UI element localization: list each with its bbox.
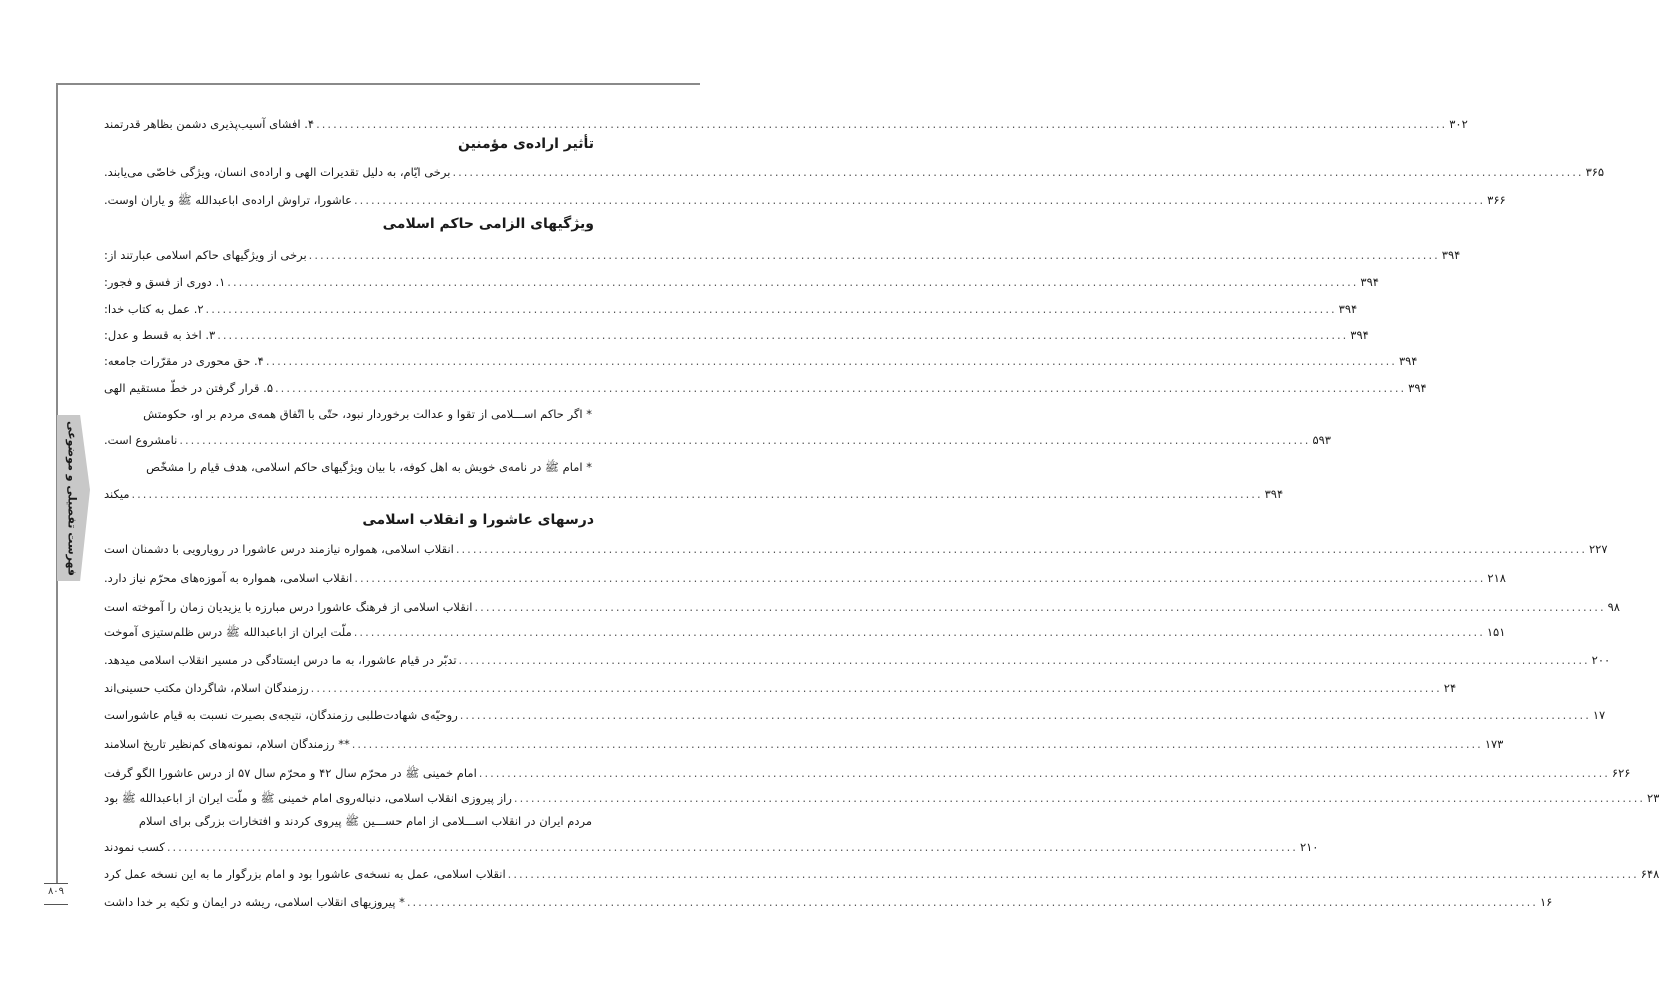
entry-text: برخی از ویژگیهای حاکم اسلامی عبارتند از: bbox=[104, 248, 307, 262]
index-entry bbox=[104, 653, 1611, 673]
entry-page-number: ۳۹۴ bbox=[1398, 354, 1418, 368]
dot-leader: ........................................................................................................................................................................................................ bbox=[308, 248, 1440, 262]
entry-text: تدبّر در قیام عاشورا، به ما درس ایستادگی در مسیر انقلاب اسلامی میدهد. bbox=[104, 653, 457, 667]
dot-leader: ........................................................................................................................................................................................................ bbox=[459, 708, 1591, 722]
index-entry bbox=[104, 708, 1606, 728]
index-entry bbox=[104, 193, 1506, 213]
index-entry bbox=[104, 328, 1369, 348]
dot-leader: ........................................................................................................................................................................................................ bbox=[354, 571, 1486, 585]
side-tab-label: فهرست تفصیلی و موضوعی bbox=[65, 420, 79, 576]
entry-text: رزمندگان اسلام، شاگردان مکتب حسینی‌اند bbox=[104, 681, 309, 695]
dot-leader: ........................................................................................................................................................................................................ bbox=[179, 433, 1311, 447]
entry-page-number: ۳۶۶ bbox=[1487, 193, 1506, 207]
entry-page-number: ۳۹۴ bbox=[1360, 275, 1379, 289]
dot-leader: ........................................................................................................................................................................................................ bbox=[455, 542, 1587, 556]
entry-page-number: ۱۵۱ bbox=[1486, 625, 1506, 639]
index-entry bbox=[104, 354, 1418, 374]
index-entry bbox=[104, 433, 1331, 453]
index-entry bbox=[104, 681, 1457, 701]
index-entry bbox=[104, 542, 1608, 562]
entry-text: راز پیروزی انقلاب اسلامی، دنباله‌روی امام خمینی ﷺ و ملّت ایران از اباعبدالله ﷺ بود bbox=[104, 791, 512, 805]
entry-text: ۳. اخذ به قسط و عدل: bbox=[104, 328, 216, 342]
entry-page-number: ۶۴۸ bbox=[1640, 867, 1659, 881]
index-entry bbox=[104, 381, 1427, 401]
dot-leader: ........................................................................................................................................................................................................ bbox=[131, 487, 1263, 501]
entry-text: انقلاب اسلامی، عمل به نسخه‌ی عاشورا بود و امام بزرگوار ما به این نسخه عمل کرد bbox=[104, 867, 506, 881]
entry-text: ۱. دوری از فسق و فجور: bbox=[104, 275, 226, 289]
dot-leader: ........................................................................................................................................................................................................ bbox=[310, 681, 1442, 695]
entry-text: میکند bbox=[104, 487, 130, 501]
entry-text: ۴. افشای آسیب‌پذیری دشمن بظاهر قدرتمند bbox=[104, 117, 315, 131]
index-entry-line: * اگر حاکم اســـلامی از تقوا و عدالت برخوردار نبود، حتّی با اتّفاق همه‌ی مردم بر او، حکومتش bbox=[143, 407, 592, 421]
entry-text: ۴. حق محوری در مقرّرات جامعه: bbox=[104, 354, 264, 368]
entry-text: ** رزمندگان اسلام، نمونه‌های کم‌نظیر تاریخ اسلامند bbox=[104, 737, 350, 751]
section-heading: درسهای عاشورا و انقلاب اسلامی bbox=[362, 512, 594, 528]
index-entry bbox=[104, 791, 1659, 811]
section-heading: ویژگیهای الزامی حاکم اسلامی bbox=[382, 216, 594, 232]
entry-text: ۵. قرار گرفتن در خطّ مستقیم الهی bbox=[104, 381, 274, 395]
entry-page-number: ۱۷ bbox=[1592, 708, 1606, 722]
entry-page-number: ۳۹۴ bbox=[1350, 328, 1369, 342]
index-entry bbox=[104, 165, 1605, 185]
index-entry bbox=[104, 571, 1506, 591]
index-entry bbox=[104, 766, 1631, 786]
entry-text: امام خمینی ﷺ در محرّم سال ۴۲ و محرّم سال ۵۷ از درس عاشورا الگو گرفت bbox=[104, 766, 477, 780]
entry-text: برخی ایّام، به دلیل تقدیرات الهی و اراده‌ی انسان، ویژگی خاصّی می‌یابند. bbox=[104, 165, 451, 179]
entry-page-number: ۲۴ bbox=[1443, 681, 1457, 695]
entry-text: ۲. عمل به کتاب خدا: bbox=[104, 302, 204, 316]
entry-text: عاشورا، تراوش اراده‌ی اباعبدالله ﷺ و یاران اوست. bbox=[104, 193, 353, 207]
index-entry bbox=[104, 600, 1620, 620]
dot-leader: ........................................................................................................................................................................................................ bbox=[166, 840, 1298, 854]
entry-page-number: ۶۲۶ bbox=[1611, 766, 1631, 780]
index-entry bbox=[104, 487, 1284, 507]
index-entry bbox=[104, 625, 1506, 645]
page-number-rule-top bbox=[44, 883, 68, 884]
entry-text: ملّت ایران از اباعبدالله ﷺ درس ظلم‌ستیزی آموخت bbox=[104, 625, 352, 639]
dot-leader: ........................................................................................................................................................................................................ bbox=[351, 737, 1483, 751]
entry-page-number: ۳۹۴ bbox=[1408, 381, 1427, 395]
dot-leader: ........................................................................................................................................................................................................ bbox=[353, 625, 1485, 639]
dot-leader: ........................................................................................................................................................................................................ bbox=[354, 193, 1486, 207]
entry-page-number: ۱۶ bbox=[1539, 895, 1553, 909]
entry-page-number: ۳۶۵ bbox=[1585, 165, 1605, 179]
entry-page-number: ۲۳ bbox=[1647, 791, 1659, 805]
dot-leader: ........................................................................................................................................................................................................ bbox=[205, 302, 1337, 316]
entry-text: * پیروزیهای انقلاب اسلامی، ریشه در ایمان و تکیه بر خدا داشت bbox=[104, 895, 405, 909]
entry-page-number: ۵۹۳ bbox=[1312, 433, 1331, 447]
dot-leader: ........................................................................................................................................................................................................ bbox=[478, 766, 1610, 780]
dot-leader: ........................................................................................................................................................................................................ bbox=[458, 653, 1590, 667]
page-number: ۸۰۹ bbox=[47, 886, 65, 897]
index-entry bbox=[104, 117, 1468, 137]
entry-text: کسب نمودند bbox=[104, 840, 165, 854]
index-entry bbox=[104, 737, 1504, 757]
entry-page-number: ۳۹۴ bbox=[1441, 248, 1461, 262]
page-number-rule-bottom bbox=[44, 904, 68, 905]
entry-page-number: ۳۹۴ bbox=[1338, 302, 1358, 316]
entry-text: نامشروع است. bbox=[104, 433, 178, 447]
entry-page-number: ۳۹۴ bbox=[1264, 487, 1284, 501]
entry-page-number: ۲۱۰ bbox=[1299, 840, 1319, 854]
entry-page-number: ۹۸ bbox=[1607, 600, 1620, 614]
dot-leader: ........................................................................................................................................................................................................ bbox=[474, 600, 1606, 614]
entry-text: روحیّه‌ی شهادت‌طلبی رزمندگان، نتیجه‌ی بصیرت نسبت به قیام عاشوراست bbox=[104, 708, 458, 722]
dot-leader: ........................................................................................................................................................................................................ bbox=[265, 354, 1397, 368]
section-heading: تأثیر اراده‌ی مؤمنین bbox=[457, 136, 594, 152]
dot-leader: ........................................................................................................................................................................................................ bbox=[406, 895, 1538, 909]
dot-leader: ........................................................................................................................................................................................................ bbox=[507, 867, 1639, 881]
index-entry bbox=[104, 840, 1319, 860]
side-tab-label-box bbox=[58, 415, 86, 581]
entry-page-number: ۲۱۸ bbox=[1487, 571, 1506, 585]
index-entry-line: * امام ﷺ در نامه‌ی خویش به اهل کوفه، با بیان ویژگیهای حاکم اسلامی، هدف قیام را مشخّص bbox=[146, 460, 592, 474]
top-rule bbox=[56, 83, 700, 85]
entry-page-number: ۱۷۳ bbox=[1484, 737, 1504, 751]
dot-leader: ........................................................................................................................................................................................................ bbox=[452, 165, 1584, 179]
entry-text: انقلاب اسلامی از فرهنگ عاشورا درس مبارزه با یزیدیان زمان را آموخته است bbox=[104, 600, 473, 614]
index-entry-line: مردم ایران در انقلاب اســـلامی از امام حســـین ﷺ پیروی کردند و افتخارات بزرگی برای اسلام bbox=[138, 814, 592, 828]
entry-page-number: ۲۲۷ bbox=[1588, 542, 1608, 556]
dot-leader: ........................................................................................................................................................................................................ bbox=[227, 275, 1359, 289]
index-entry bbox=[104, 275, 1379, 295]
entry-page-number: ۲۰۰ bbox=[1591, 653, 1611, 667]
index-entry bbox=[104, 895, 1553, 915]
index-entry bbox=[104, 302, 1358, 322]
entry-page-number: ۳۰۲ bbox=[1449, 117, 1468, 131]
index-entry bbox=[104, 248, 1461, 268]
dot-leader: ........................................................................................................................................................................................................ bbox=[316, 117, 1448, 131]
entry-text: انقلاب اسلامی، همواره نیازمند درس عاشورا در رویارویی با دشمنان است bbox=[104, 542, 454, 556]
dot-leader: ........................................................................................................................................................................................................ bbox=[275, 381, 1407, 395]
dot-leader: ........................................................................................................................................................................................................ bbox=[217, 328, 1349, 342]
index-entry bbox=[104, 867, 1659, 887]
dot-leader: ........................................................................................................................................................................................................ bbox=[513, 791, 1646, 805]
entry-text: انقلاب اسلامی، همواره به آموزه‌های محرّم نیاز دارد. bbox=[104, 571, 353, 585]
